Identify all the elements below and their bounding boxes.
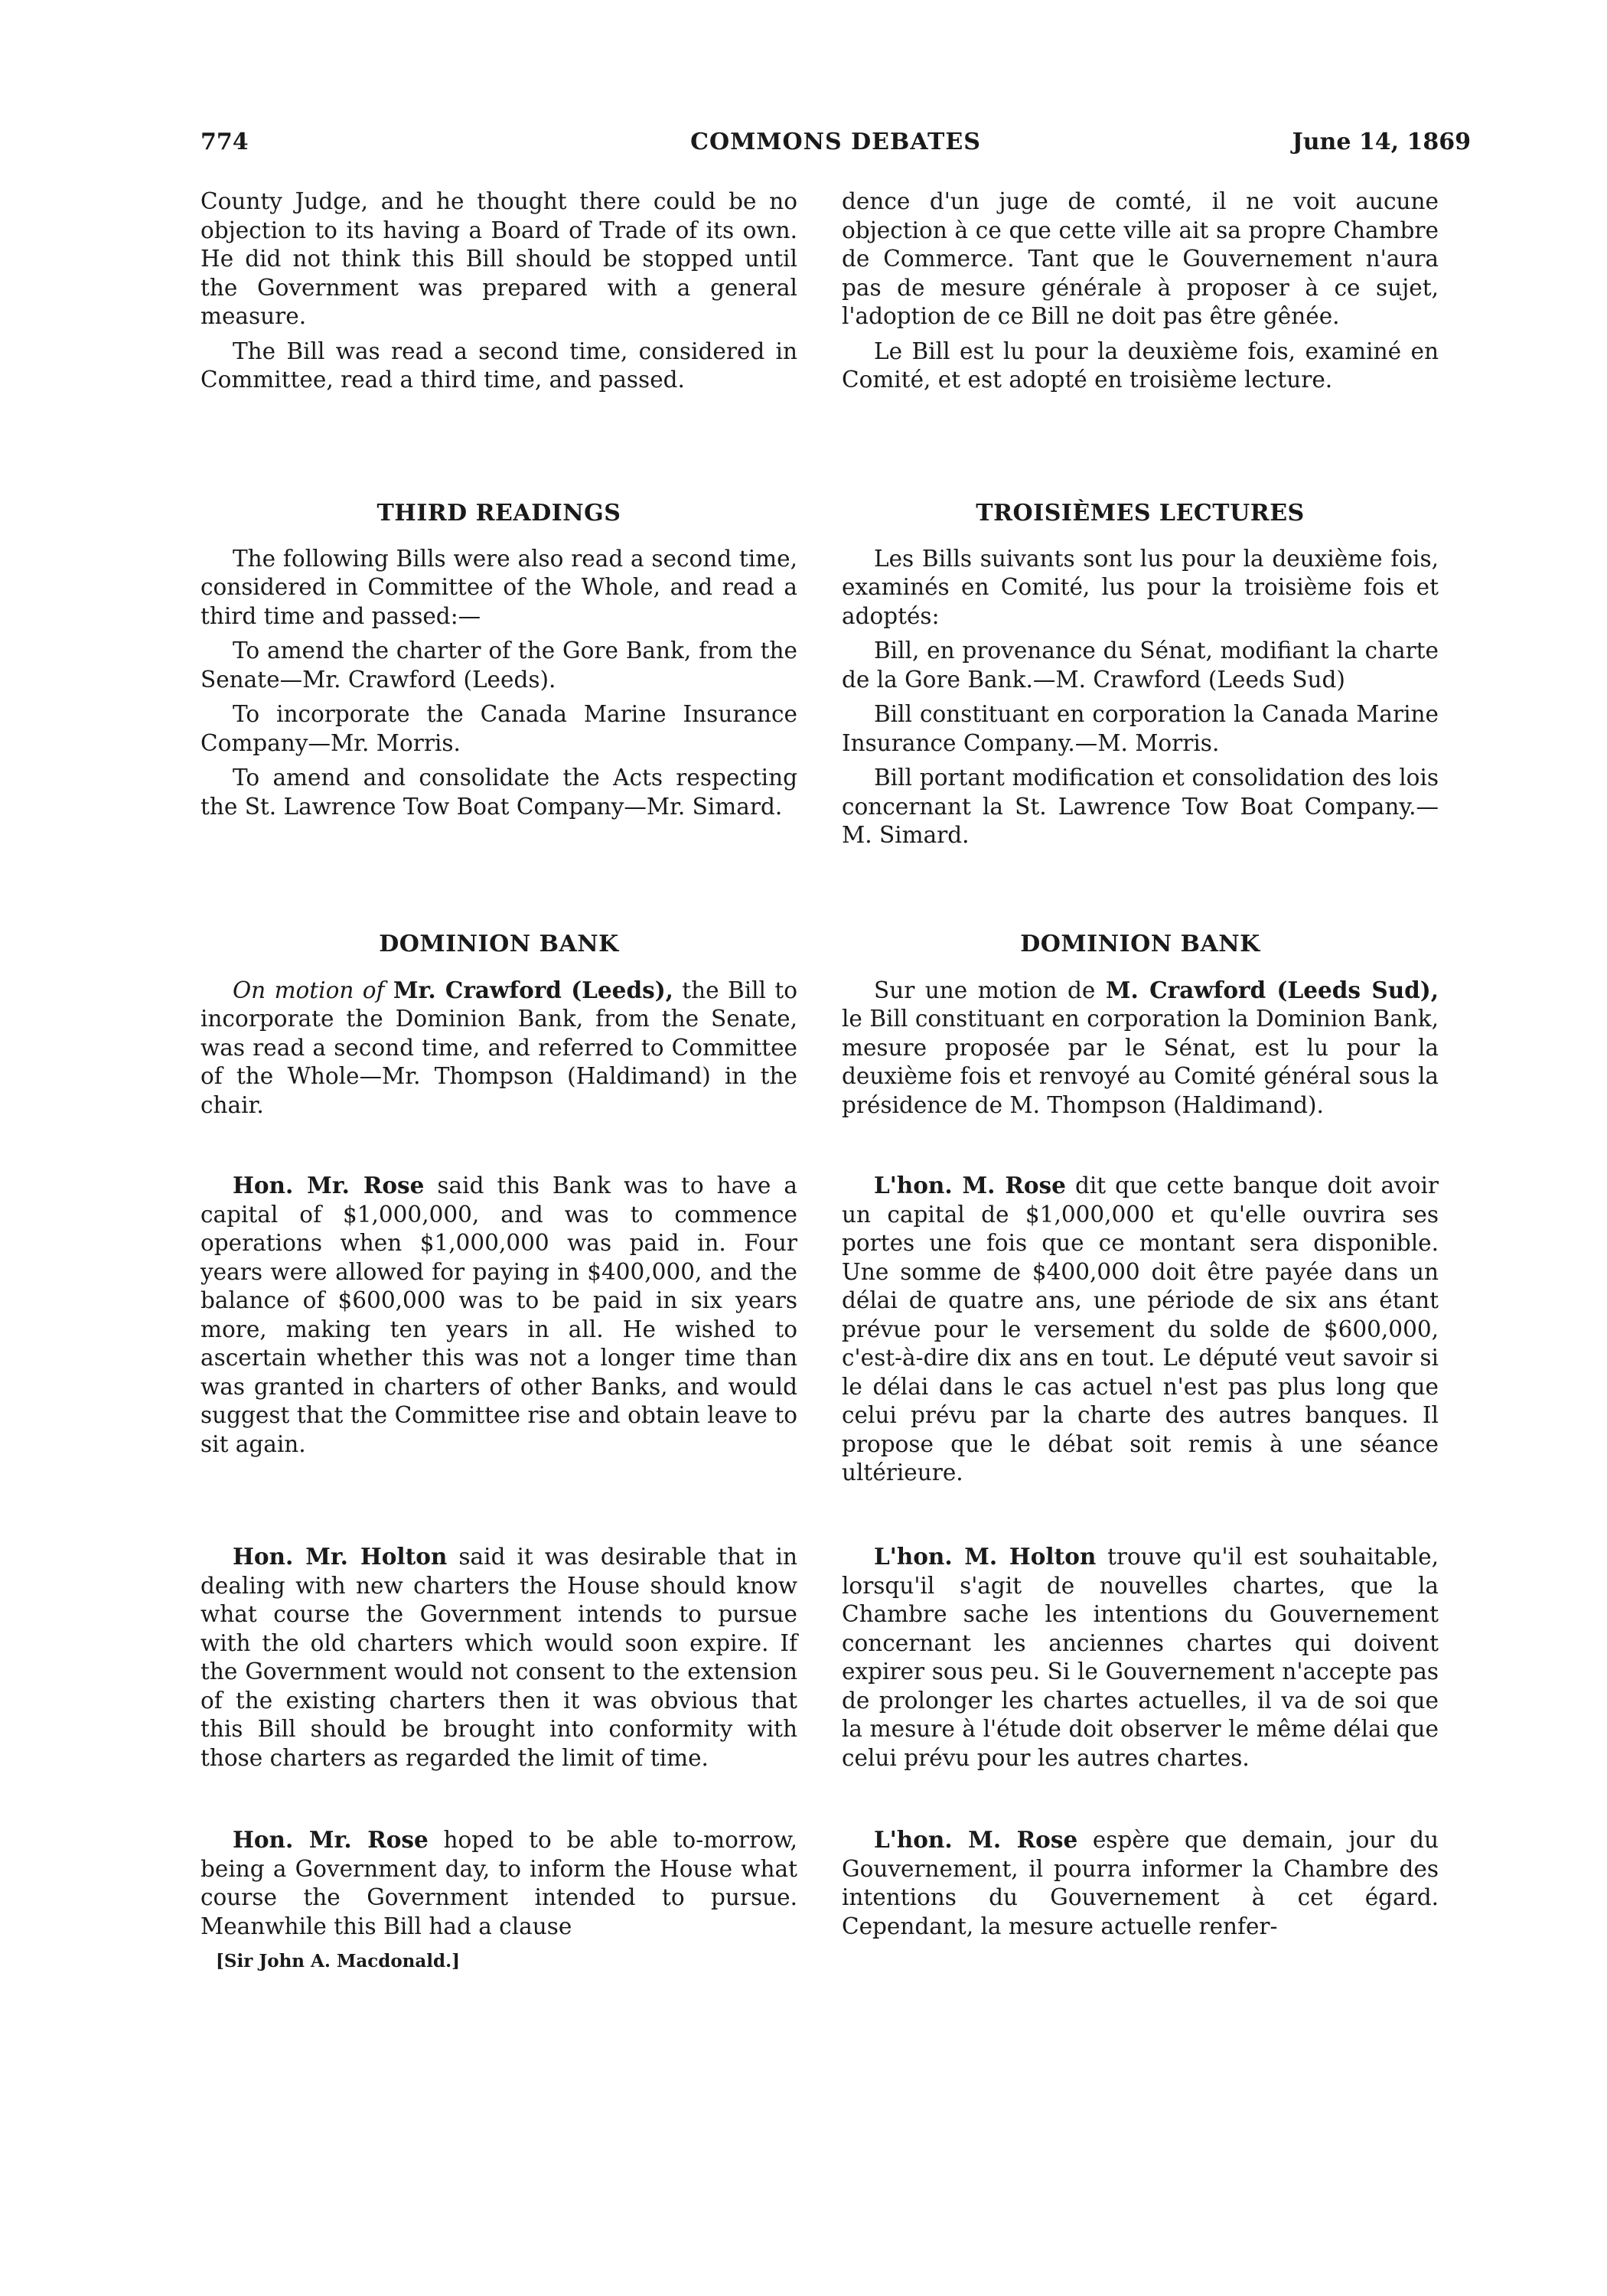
page-header xyxy=(200,129,1471,165)
page-number: 774 xyxy=(200,129,249,155)
left-block-intro xyxy=(200,188,797,401)
right-block-dominion-bank xyxy=(842,930,1439,1126)
speaker-name: M. Crawford (Leeds Sud), xyxy=(1105,976,1439,1003)
speaker-name: Hon. Mr. Rose xyxy=(233,1826,429,1853)
paragraph: dence d'un juge de comté, il ne voit aucune objection à ce que cette ville ait sa propre Chambre de Commerce. Tant que le Gouvernement n'aura pas de mesure générale à proposer à ce sujet, l'adoption de ce Bill ne doit pas être gênée. xyxy=(842,188,1439,329)
source-note: [Sir John A. Macdonald.] xyxy=(216,1951,461,1971)
left-block-rose-2 xyxy=(200,1825,797,1982)
speaker-name: L'hon. M. Holton xyxy=(874,1543,1097,1570)
paragraph-text: espère que demain, jour du Gouvernement, il pourra informer la Chambre des intentions du Gouvernement à cet égard. Cependant, la mesure actuelle renfer- xyxy=(842,1827,1439,1939)
paragraph: Les Bills suivants sont lus pour la deuxième fois, examinés en Comité, lus pour la troisième fois et adoptés: xyxy=(842,545,1439,629)
paragraph-text: the Bill to incorporate the Dominion Bank, from the Senate, was read a second time, and referred to Committee of the Whole—Mr. Thompson (Haldimand) in the chair. xyxy=(200,977,797,1118)
paragraph-lead: Sur une motion de xyxy=(874,977,1106,1003)
left-block-rose xyxy=(200,1171,797,1465)
speaker-name: Hon. Mr. Rose xyxy=(233,1172,425,1199)
right-block-third-readings xyxy=(842,499,1439,856)
paragraph: Bill constituant en corporation la Canada Marine Insurance Company.—M. Morris. xyxy=(842,701,1439,756)
running-title: COMMONS DEBATES xyxy=(690,129,981,155)
paragraph: County Judge, and he thought there could be no objection to its having a Board of Trade of its own. He did not think this Bill should be stopped until the Government was prepared with a general measure. xyxy=(200,188,797,329)
paragraph: To amend the charter of the Gore Bank, from the Senate—Mr. Crawford (Leeds). xyxy=(200,638,797,693)
paragraph: To amend and consolidate the Acts respecting the St. Lawrence Tow Boat Company—Mr. Simard. xyxy=(200,765,797,820)
left-block-third-readings xyxy=(200,499,797,827)
paragraph xyxy=(842,1542,1439,1773)
paragraph xyxy=(842,976,1439,1120)
left-block-dominion-bank xyxy=(200,930,797,1126)
paragraph: Bill, en provenance du Sénat, modifiant la charte de la Gore Bank.—M. Crawford (Leeds Sud) xyxy=(842,638,1439,693)
paragraph-lead: On motion of xyxy=(233,977,393,1003)
paragraph xyxy=(842,1171,1439,1488)
right-block-rose xyxy=(842,1171,1439,1494)
section-heading: THIRD READINGS xyxy=(376,500,621,527)
speaker-name: Mr. Crawford (Leeds), xyxy=(393,976,673,1003)
section-heading: DOMINION BANK xyxy=(379,931,619,957)
section-heading: TROISIÈMES LECTURES xyxy=(976,500,1305,527)
speaker-name: Hon. Mr. Holton xyxy=(233,1543,448,1570)
paragraph-text: hoped to be able to-morrow, being a Government day, to inform the House what course the Government intended to pursue. Meanwhile this Bill had a clause xyxy=(200,1827,797,1939)
right-block-intro xyxy=(842,188,1439,401)
paragraph: Le Bill est lu pour la deuxième fois, examiné en Comité, et est adopté en troisième lecture. xyxy=(842,338,1439,393)
paragraph-text: said this Bank was to have a capital of $1,000,000, and was to commence operations when $1,000,000 was paid in. Four years were allowed for paying in $400,000, and the balance of $600,000 was to be paid in six years more, making ten years in all. He wished to ascertain whether this was not a longer time than was granted in charters of other Banks, and would suggest that the Committee rise and obtain leave to sit again. xyxy=(200,1172,797,1457)
paragraph-text: trouve qu'il est souhaitable, lorsqu'il s'agit de nouvelles chartes, que la Chambre sache les intentions du Gouvernement concernant les anciennes chartes qui doivent expirer sous peu. Si le Gouvernement n'accepte pas de prolonger les chartes actuelles, il va de soi que la mesure à l'étude doit observer le même délai que celui prévu pour les autres chartes. xyxy=(842,1544,1439,1771)
paragraph xyxy=(200,1542,797,1773)
right-block-holton xyxy=(842,1542,1439,1779)
paragraph xyxy=(200,976,797,1120)
paragraph-text: said it was desirable that in dealing with new charters the House should know what course the Government intends to pursue with the old charters which would soon expire. If the Government would not consent to the extension of the existing charters then it was obvious that this Bill should be brought into conformity with those charters as regarded the limit of time. xyxy=(200,1544,797,1771)
paragraph xyxy=(200,1171,797,1459)
paragraph: Bill portant modification et consolidation des lois concernant la St. Lawrence Tow Boat Company.—M. Simard. xyxy=(842,765,1439,848)
paragraph: To incorporate the Canada Marine Insurance Company—Mr. Morris. xyxy=(200,701,797,756)
paragraph-text: le Bill constituant en corporation la Dominion Bank, mesure proposée par le Sénat, est lu pour la deuxième fois et renvoyé au Comité général sous la présidence de M. Thompson (Haldimand). xyxy=(842,1006,1439,1118)
paragraph xyxy=(842,1825,1439,1941)
paragraph: The following Bills were also read a second time, considered in Committee of the Whole, and read a third time and passed:— xyxy=(200,545,797,629)
right-block-rose-2 xyxy=(842,1825,1439,1947)
section-heading: DOMINION BANK xyxy=(1020,931,1260,957)
speaker-name: L'hon. M. Rose xyxy=(874,1172,1066,1199)
paragraph xyxy=(200,1825,797,1941)
page-date: June 14, 1869 xyxy=(1292,129,1471,155)
speaker-name: L'hon. M. Rose xyxy=(874,1826,1078,1853)
paragraph-text: dit que cette banque doit avoir un capital de $1,000,000 et qu'elle ouvrira ses portes une fois que ce montant sera disponible. Une somme de $400,000 doit être payée dans un délai de quatre ans, une période de six ans étant prévue pour le versement du solde de $600,000, c'est-à-dire dix ans en tout. Le député veut savoir si le délai dans le cas actuel n'est pas plus long que celui prévu par la charte des autres banques. Il propose que le débat soit remis à une séance ultérieure. xyxy=(842,1172,1439,1486)
left-block-holton xyxy=(200,1542,797,1779)
paragraph: The Bill was read a second time, considered in Committee, read a third time, and passed. xyxy=(200,338,797,393)
